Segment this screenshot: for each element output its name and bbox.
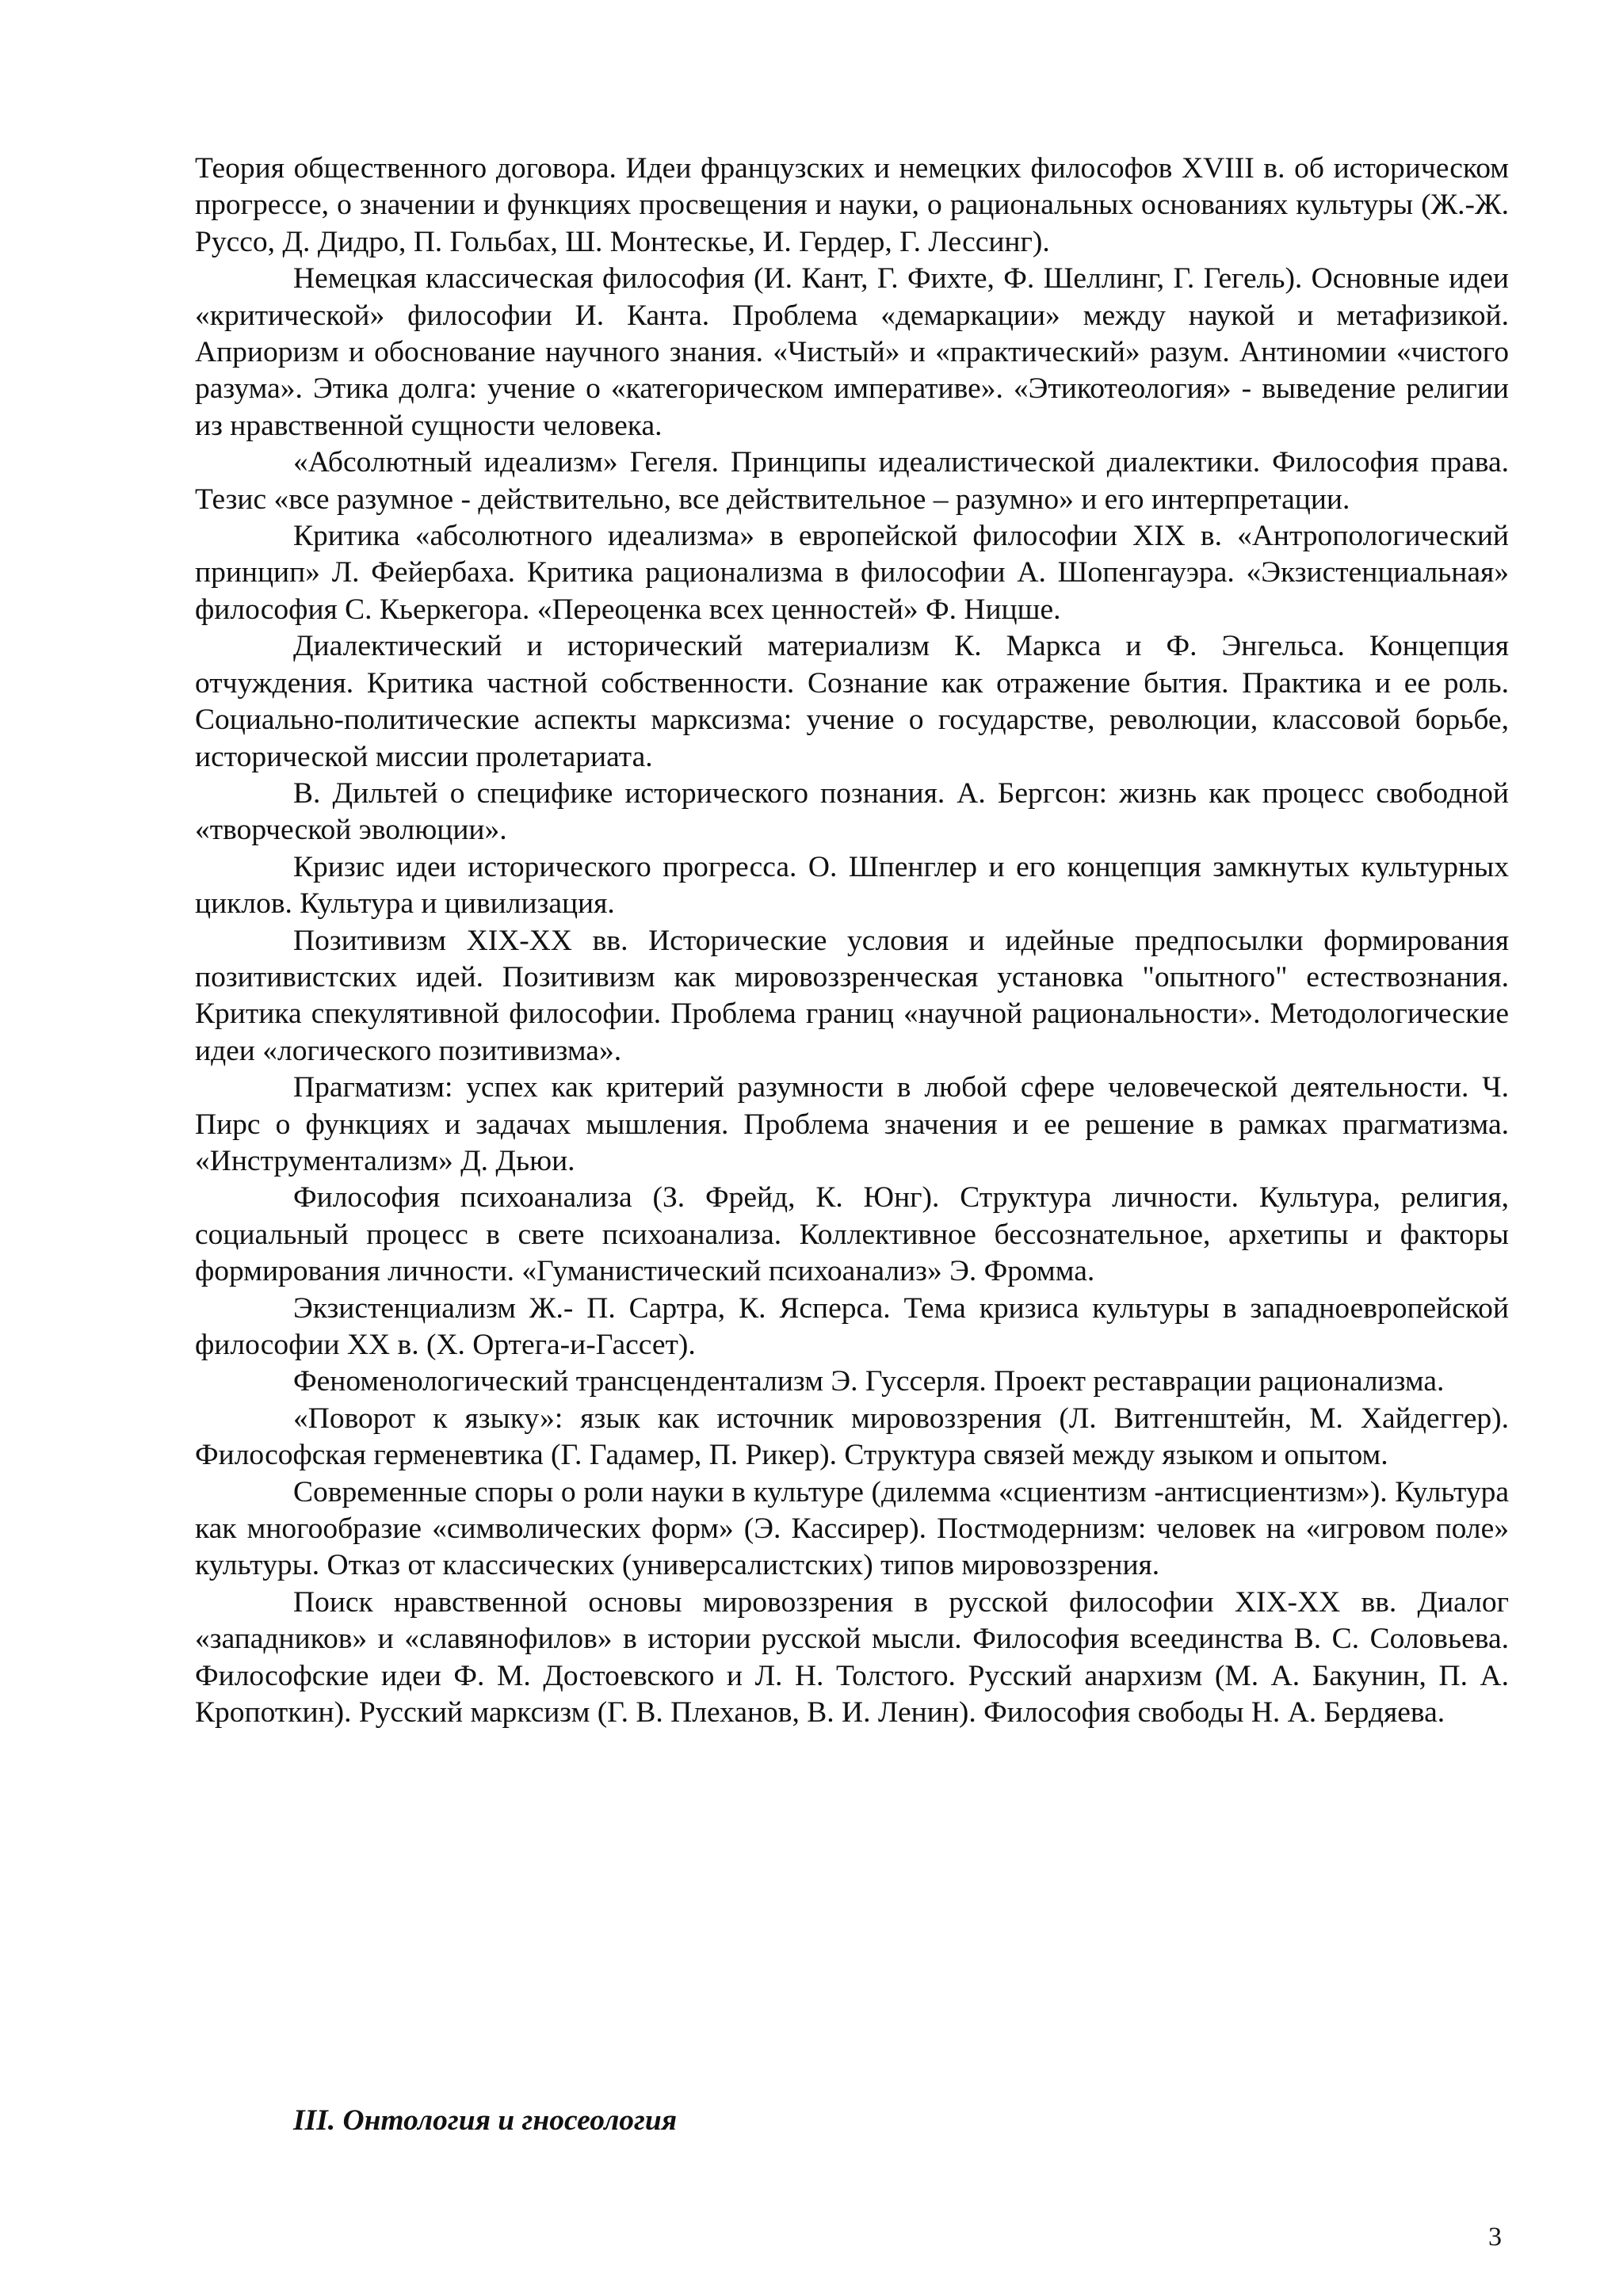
paragraph-pragmatism: Прагматизм: успех как критерий разумности в любой сфере человеческой деятельности. Ч. Пирс о функциях и задачах мышления. Проблема значения и ее решение в рамках прагматизма. «Инструментализм» Д. Дьюи. xyxy=(195,1071,1509,1177)
paragraph-linguistic-turn: «Поворот к языку»: язык как источник мировоззрения (Л. Витгенштейн, М. Хайдеггер). Философская герменевтика (Г. Гадамер, П. Рикер). Структура связей между языком и опытом. xyxy=(195,1402,1509,1472)
paragraph-crisis-historical-progress: Кризис идеи исторического прогресса. О. Шпенглер и его концепция замкнутых культурных циклов. Культура и цивилизация. xyxy=(195,850,1509,921)
paragraph-german-classical-philosophy: Немецкая классическая философия (И. Кант, Г. Фихте, Ф. Шеллинг, Г. Гегель). Основные идеи «критической» философии И. Канта. Проблема «демаркации» между наукой и метафизикой. Априоризм и обоснование научного знания. «Чистый» и «практический» разум. Антиномии «чистого разума». Этика долга: учение о «категорическом императиве». «Этикотеология» - выведение религии из нравственной сущности человека. xyxy=(195,262,1509,442)
paragraph-science-in-culture: Современные споры о роли науки в культуре (дилемма «сциентизм -антисциентизм»). Культура как многообразие «символических форм» (Э. Кассирер). Постмодернизм: человек на «игровом поле» культуры. Отказ от классических (универсалистских) типов мировоззрения. xyxy=(195,1475,1509,1582)
section-heading: III. Онтология и гносеология xyxy=(293,2104,678,2137)
paragraph-phenomenology: Феноменологический трансцендентализм Э. Гуссерля. Проект реставрации рационализма. xyxy=(293,1365,1445,1398)
paragraph-psychoanalysis: Философия психоанализа (З. Фрейд, К. Юнг). Структура личности. Культура, религия, социальный процесс в свете психоанализа. Коллективное бессознательное, архетипы и факторы формирования личности. «Гуманистический психоанализ» Э. Фромма. xyxy=(195,1181,1509,1288)
page-number: 3 xyxy=(1488,2222,1502,2252)
paragraph-dialectical-materialism: Диалектический и исторический материализм К. Маркса и Ф. Энгельса. Концепция отчуждения. Критика частной собственности. Сознание как отражение бытия. Практика и ее роль. Социально-политические аспекты марксизма: учение о государстве, революции, классовой борьбе, исторической миссии пролетариата. xyxy=(195,630,1509,773)
document-body xyxy=(195,151,1509,1731)
paragraph-existentialism: Экзистенциализм Ж.- П. Сартра, К. Ясперса. Тема кризиса культуры в западноевропейской философии XX в. (Х. Ортега-и-Гассет). xyxy=(195,1291,1509,1361)
paragraph-russian-philosophy: Поиск нравственной основы мировоззрения в русской философии XIX-XX вв. Диалог «западников» и «славянофилов» в истории русской мысли. Философия всеединства В. С. Соловьева. Философские идеи Ф. М. Достоевского и Л. Н. Толстого. Русский анархизм (М. А. Бакунин, П. А. Кропоткин). Русский марксизм (Г. В. Плеханов, В. И. Ленин). Философия свободы Н. А. Бердяева. xyxy=(195,1585,1509,1730)
paragraph-dilthey-bergson: В. Дильтей о специфике исторического познания. А. Бергсон: жизнь как процесс свободной «творческой эволюции». xyxy=(195,776,1509,847)
paragraph-hegel-absolute-idealism: «Абсолютный идеализм» Гегеля. Принципы идеалистической диалектики. Философия права. Тезис «все разумное - действительно, все действительное – разумно» и его интерпретации. xyxy=(195,446,1509,516)
paragraph-social-contract: Теория общественного договора. Идеи французских и немецких философов XVIII в. об историческом прогрессе, о значении и функциях просвещения и науки, о рациональных основаниях культуры (Ж.-Ж. Руссо, Д. Дидро, П. Гольбах, Ш. Монтескье, И. Гердер, Г. Лессинг). xyxy=(195,152,1509,258)
paragraph-positivism: Позитивизм XIX-XX вв. Исторические условия и идейные предпосылки формирования позитивистских идей. Позитивизм как мировоззренческая установка "опытного" естествознания. Критика спекулятивной философии. Проблема границ «научной рациональности». Методологические идеи «логического позитивизма». xyxy=(195,924,1509,1067)
paragraph-critique-absolute-idealism: Критика «абсолютного идеализма» в европейской философии XIX в. «Антропологический принцип» Л. Фейербаха. Критика рационализма в философии А. Шопенгауэра. «Экзистенциальная» философия С. Кьеркегора. «Переоценка всех ценностей» Ф. Ницше. xyxy=(195,520,1509,626)
